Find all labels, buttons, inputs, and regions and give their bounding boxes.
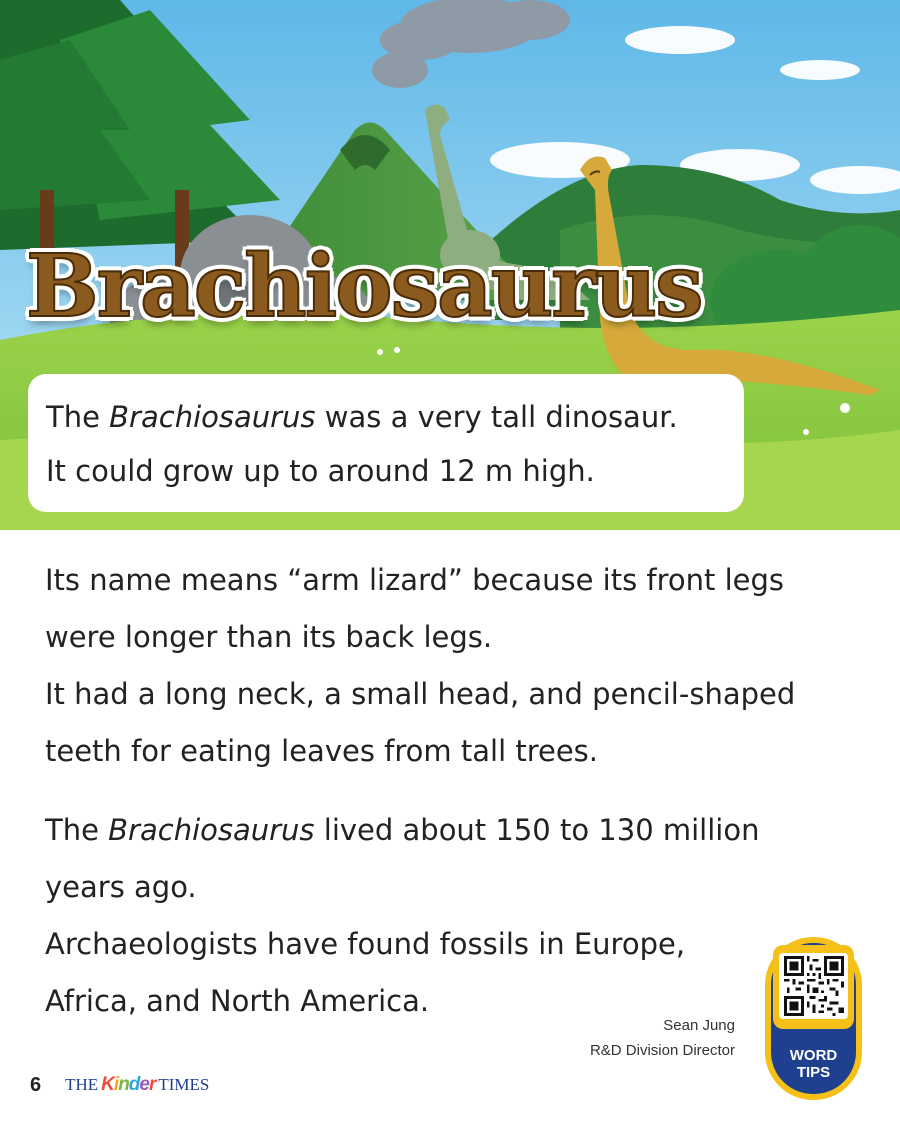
body-line-species: Brachiosaurus	[108, 813, 315, 847]
qr-frame	[773, 945, 854, 1029]
word-tips-line-1: WORD	[789, 1047, 838, 1064]
publication-logo	[65, 1074, 209, 1096]
body-line: Archaeologists have found fossils in Europe,	[45, 927, 686, 961]
body-line: teeth for eating leaves from tall trees.	[45, 734, 599, 768]
author-credit	[590, 1013, 735, 1063]
intro-line-2: It could grow up to around 12 m high.	[46, 454, 595, 488]
body-paragraph-2	[45, 802, 865, 1030]
kinder-letter: i	[113, 1074, 119, 1095]
kinder-letter: e	[139, 1074, 149, 1095]
body-line: Its name means “arm lizard” because its front legs	[45, 563, 785, 597]
kinder-letter: r	[148, 1074, 156, 1095]
hero-illustration	[0, 0, 900, 530]
body-line: Africa, and North America.	[45, 984, 430, 1018]
word-tips-line-2: TIPS	[796, 1064, 831, 1081]
qr-code-graphic	[784, 956, 844, 1016]
intro-line-1	[46, 390, 726, 444]
intro-line-1-pre: The	[46, 400, 110, 434]
qr-code-icon[interactable]	[779, 953, 848, 1019]
brand-kinder	[101, 1074, 155, 1096]
brand-times: TIMES	[158, 1075, 210, 1094]
page-footer	[30, 1070, 209, 1100]
page-number: 6	[30, 1073, 42, 1096]
word-tips-label	[771, 1047, 856, 1081]
body-line: years ago.	[45, 870, 197, 904]
body-line	[45, 802, 865, 859]
body-line-post: lived about 150 to 130 million	[314, 813, 760, 847]
brand-the: THE	[65, 1075, 99, 1094]
intro-line-1-post: was a very tall dinosaur.	[315, 400, 678, 434]
author-role: R&D Division Director	[589, 1042, 735, 1059]
body-paragraph-1	[45, 552, 865, 780]
body-line: were longer than its back legs.	[45, 620, 493, 654]
body-line: It had a long neck, a small head, and pencil-shaped	[45, 677, 796, 711]
page-title: Brachiosaurus	[26, 236, 702, 337]
kinder-letter: d	[128, 1074, 140, 1095]
kinder-letter: K	[101, 1074, 114, 1095]
word-tips-badge[interactable]	[765, 937, 862, 1100]
kinder-letter: n	[118, 1074, 129, 1095]
body-line-pre: The	[45, 813, 109, 847]
intro-box	[28, 374, 744, 512]
author-name: Sean Jung	[663, 1017, 735, 1034]
intro-line-1-species: Brachiosaurus	[109, 400, 316, 434]
